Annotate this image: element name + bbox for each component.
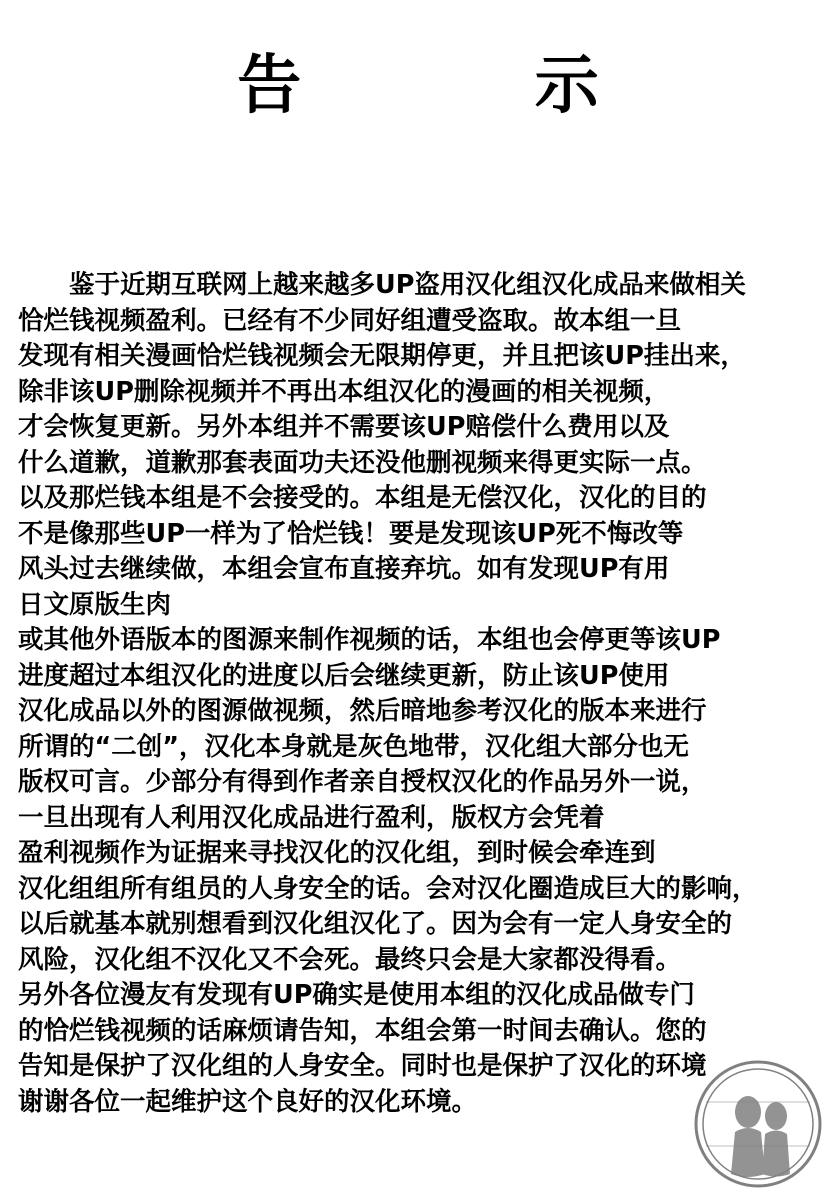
body-line: 所谓的“二创”，汉化本身就是灰色地带，汉化组大部分也无 [18, 731, 690, 762]
body-line: 汉化成品以外的图源做视频，然后暗地参考汉化的版本来进行 [18, 696, 707, 726]
body-line: 日文原版生肉 [18, 589, 172, 620]
body-line: 才会恢复更新。另外本组并不需要该UP赔偿什么费用以及 [18, 412, 670, 442]
body-line: 不是像那些UP一样为了恰烂钱！要是发现该UP死不悔改等 [18, 518, 684, 549]
body-line: 另外各位漫友有发现有UP确实是使用本组的汉化成品做专门 [18, 980, 695, 1010]
body-line: 恰烂钱视频盈利。已经有不少同好组遭受盗取。故本组一旦 [18, 305, 682, 336]
body-line: 什么道歉，道歉那套表面功夫还没他删视频来得更实际一点。 [18, 447, 707, 478]
body-line: 或其他外语版本的图源来制作视频的话，本组也会停更等该UP [18, 625, 721, 655]
body-line: 版权可言。少部分有得到作者亲自授权汉化的作品另外一说， [18, 767, 707, 797]
body-line: 告知是保护了汉化组的人身安全。同时也是保护了汉化的环境 [18, 1051, 707, 1081]
body-line: 汉化组组所有组员的人身安全的话。会对汉化圈造成巨大的影响， [18, 873, 758, 904]
body-line: 盈利视频作为证据来寻找汉化的汉化组，到时候会牵连到 [18, 838, 656, 868]
body-line: 鉴于近期互联网上越来越多UP盗用汉化组汉化成品来做相关 [18, 270, 746, 300]
notice-body [18, 268, 818, 1120]
watermark-stamp-icon [688, 1054, 828, 1194]
body-line: 风险，汉化组不汉化又不会死。最终只会是大家都没得看。 [18, 944, 682, 975]
body-line: 发现有相关漫画恰烂钱视频会无限期停更，并且把该UP挂出来， [18, 341, 746, 371]
body-line: 的恰烂钱视频的话麻烦请告知，本组会第一时间去确认。您的 [18, 1015, 707, 1046]
body-line: 风头过去继续做，本组会宣布直接弃坑。如有发现UP有用 [18, 554, 670, 584]
body-line: 谢谢各位一起维护这个良好的汉化环境。 [18, 1086, 478, 1117]
page-title: 告 示 [237, 49, 634, 123]
body-line: 除非该UP删除视频并不再出本组汉化的漫画的相关视频， [18, 376, 670, 407]
body-line: 进度超过本组汉化的进度以后会继续更新，防止该UP使用 [18, 660, 670, 691]
body-line: 以及那烂钱本组是不会接受的。本组是无偿汉化，汉化的目的 [18, 483, 707, 513]
body-line: 以后就基本就别想看到汉化组汉化了。因为会有一定人身安全的 [18, 909, 733, 939]
body-line: 一旦出现有人利用汉化成品进行盈利，版权方会凭着 [18, 802, 605, 833]
